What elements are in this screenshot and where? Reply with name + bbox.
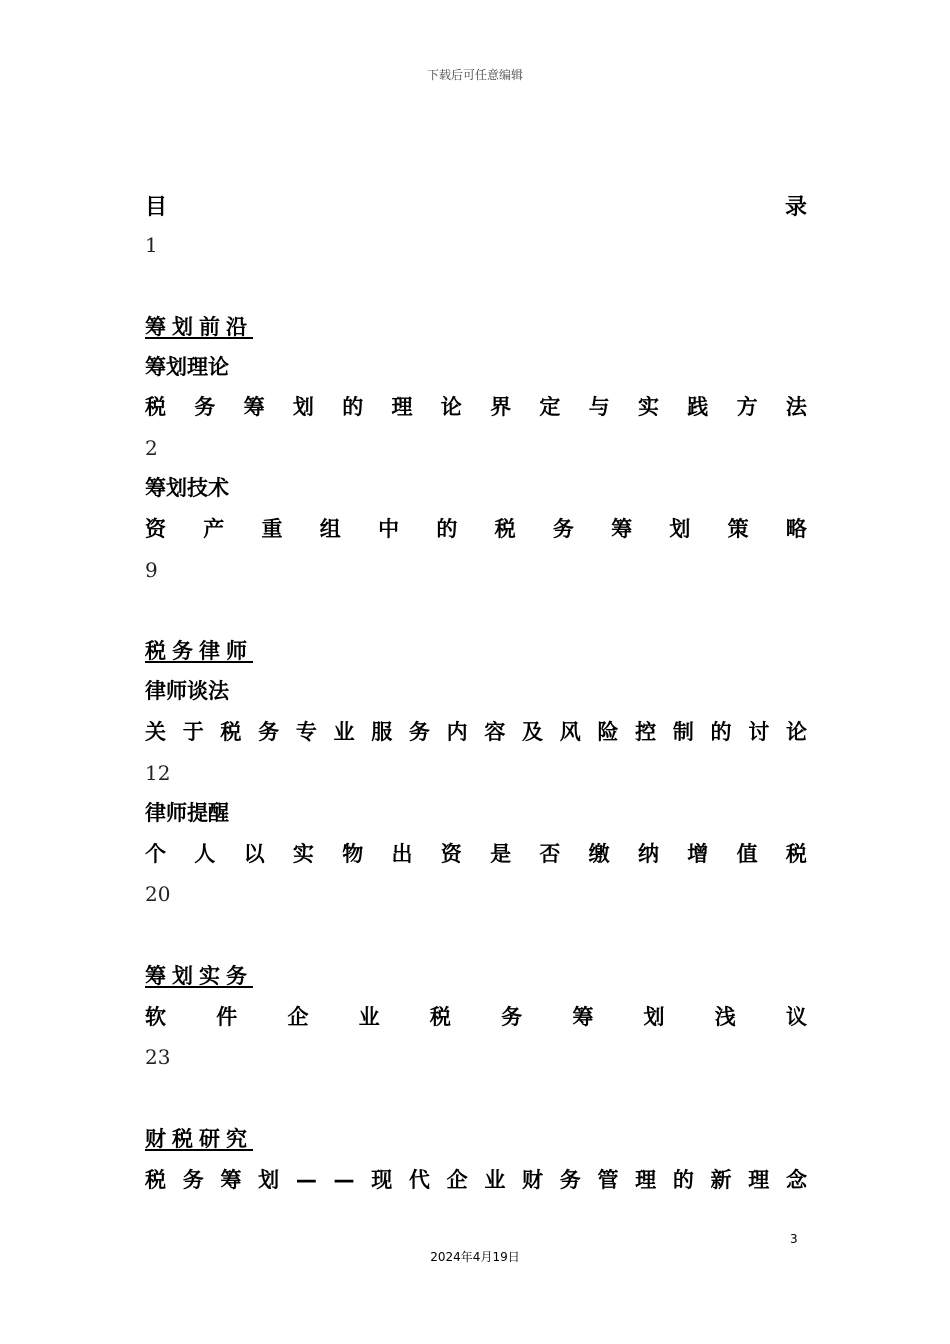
article-title-char: 增: [687, 842, 709, 866]
article-title-char: 的: [710, 720, 732, 744]
article-title-char: 论: [785, 720, 807, 744]
article-title-char: 浅: [714, 1005, 736, 1029]
article-title-char: 法: [785, 395, 807, 419]
article-title-char: 略: [785, 517, 807, 541]
article-title-char: 资: [440, 842, 462, 866]
article-title-char: 产: [203, 517, 225, 541]
article-title-char: 业: [358, 1005, 380, 1029]
article-title-char: 企: [287, 1005, 309, 1029]
article-title-char: 人: [194, 842, 216, 866]
article-title-char: 务: [552, 517, 574, 541]
article-title-char: 中: [378, 517, 400, 541]
article-page-number: 2: [145, 436, 158, 460]
article-title-char: —: [333, 1168, 355, 1192]
article-title-char: 实: [292, 842, 314, 866]
article-title-char: 务: [182, 1168, 204, 1192]
article-title-char: 现: [371, 1168, 393, 1192]
article-title-char: 组: [319, 517, 341, 541]
article-title-char: 缴: [588, 842, 610, 866]
page-header: 下载后可任意编辑: [426, 68, 523, 82]
article-title-char: 专: [295, 720, 317, 744]
article-title-char: 以: [243, 842, 265, 866]
article-title-char: 的: [342, 395, 364, 419]
article-title: [145, 1165, 807, 1195]
article-title: [145, 717, 807, 747]
article-title-char: 业: [484, 1168, 506, 1192]
article-title-char: 务: [559, 1168, 581, 1192]
article-title-char: 于: [182, 720, 204, 744]
toc-title-right: 录: [784, 195, 807, 220]
article-title: [145, 392, 807, 422]
article-title-char: 税: [145, 1168, 166, 1192]
page-number: 3: [790, 1232, 798, 1246]
article-page-number: 12: [145, 761, 171, 785]
subsection-title: 筹划理论: [145, 355, 229, 379]
article-title-char: 讨: [748, 720, 770, 744]
article-title-char: 税: [429, 1005, 451, 1029]
article-title-char: 否: [539, 842, 561, 866]
article-title-char: 筹: [572, 1005, 594, 1029]
section-title: 筹划实务: [145, 964, 253, 988]
section-title: 税务律师: [145, 639, 253, 663]
article-title-char: 理: [391, 395, 413, 419]
article-title-char: 重: [261, 517, 283, 541]
article-title-char: 界: [490, 395, 512, 419]
article-title-char: 资: [145, 517, 166, 541]
article-title-char: 物: [342, 842, 364, 866]
article-title-char: 划: [669, 517, 691, 541]
article-title-char: 税: [220, 720, 242, 744]
article-title-char: 出: [391, 842, 413, 866]
section-title: 筹划前沿: [145, 315, 253, 339]
article-title-char: 个: [145, 842, 166, 866]
article-title-char: 划: [643, 1005, 665, 1029]
article-title-char: 实: [637, 395, 659, 419]
article-title-char: 税: [145, 395, 166, 419]
article-title-char: 方: [736, 395, 758, 419]
article-title-char: 论: [440, 395, 462, 419]
article-title-char: 代: [408, 1168, 430, 1192]
article-title-char: 风: [559, 720, 581, 744]
article-title-char: 划: [292, 395, 314, 419]
article-title-char: 税: [785, 842, 807, 866]
article-title-char: 筹: [611, 517, 633, 541]
article-title-char: 税: [494, 517, 516, 541]
article-page-number: 23: [145, 1045, 171, 1069]
article-title-char: 内: [446, 720, 468, 744]
article-title-char: 企: [446, 1168, 468, 1192]
article-title-char: 服: [371, 720, 393, 744]
section-title: 财税研究: [145, 1127, 253, 1151]
article-title-char: 务: [258, 720, 280, 744]
article-title-char: 管: [597, 1168, 619, 1192]
subsection-title: 律师提醒: [145, 801, 229, 825]
article-title-char: 纳: [637, 842, 659, 866]
article-title: [145, 1002, 807, 1032]
article-title-char: 议: [785, 1005, 807, 1029]
article-title-char: 念: [785, 1168, 807, 1192]
article-title-char: 是: [490, 842, 512, 866]
article-title-char: 险: [597, 720, 619, 744]
article-title-char: 关: [145, 720, 166, 744]
article-title-char: 务: [194, 395, 216, 419]
article-title-char: 与: [588, 395, 610, 419]
article-title-char: 定: [539, 395, 561, 419]
article-title-char: 划: [258, 1168, 280, 1192]
article-page-number: 9: [145, 558, 158, 582]
article-title: [145, 514, 807, 544]
article-title-char: 控: [635, 720, 657, 744]
article-title-char: 理: [635, 1168, 657, 1192]
article-title-char: 业: [333, 720, 355, 744]
article-title-char: 及: [522, 720, 544, 744]
article-title-char: 制: [672, 720, 694, 744]
article-title: [145, 839, 807, 869]
article-title-char: 财: [522, 1168, 544, 1192]
article-title-char: —: [295, 1168, 317, 1192]
article-title-char: 务: [408, 720, 430, 744]
article-title-char: 务: [501, 1005, 523, 1029]
article-title-char: 值: [736, 842, 758, 866]
article-title-char: 软: [145, 1005, 166, 1029]
article-title-char: 件: [216, 1005, 238, 1029]
subsection-title: 律师谈法: [145, 679, 229, 703]
article-title-char: 筹: [243, 395, 265, 419]
article-page-number: 20: [145, 882, 171, 906]
toc-title: [145, 190, 807, 221]
toc-title-page: 1: [145, 233, 158, 257]
article-title-char: 的: [672, 1168, 694, 1192]
subsection-title: 筹划技术: [145, 476, 229, 500]
article-title-char: 理: [748, 1168, 770, 1192]
article-title-char: 筹: [220, 1168, 242, 1192]
toc-title-left: 目: [145, 195, 168, 220]
article-title-char: 容: [484, 720, 506, 744]
article-title-char: 的: [436, 517, 458, 541]
footer-date: 2024年4月19日: [430, 1250, 520, 1264]
article-title-char: 新: [710, 1168, 732, 1192]
article-title-char: 策: [727, 517, 749, 541]
article-title-char: 践: [687, 395, 709, 419]
